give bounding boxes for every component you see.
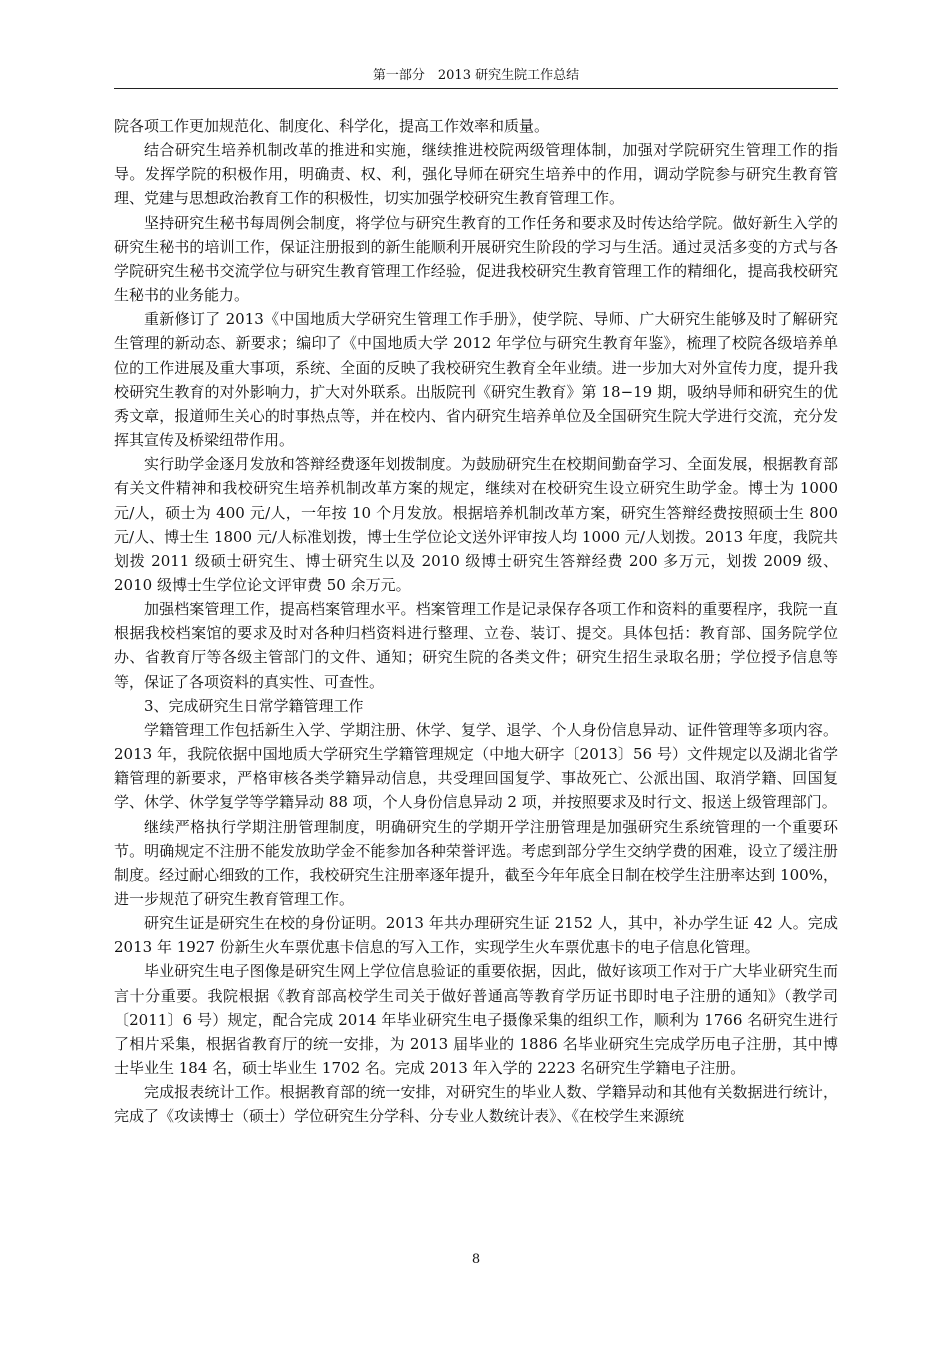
paragraph: 学籍管理工作包括新生入学、学期注册、休学、复学、退学、个人身份信息异动、证件管理等多项内容。2013 年，我院依据中国地质大学研究生学籍管理规定（中地大研字〔2013〕56 号）文件规定以及湖北省学籍管理的新要求，严格审核各类学籍异动信息，共受理回国复学、事故死亡、公派出国、取消学籍、回国复学、休学、休学复学等学籍异动 88 项，个人身份信息异动 2 项，并按照要求及时行文、报送上级管理部门。 xyxy=(114,720,838,812)
paragraph: 完成报表统计工作。根据教育部的统一安排，对研究生的毕业人数、学籍异动和其他有关数据进行统计，完成了《攻读博士（硕士）学位研究生分学科、分专业人数统计表》、《在校学生来源统 xyxy=(114,1083,838,1126)
running-header xyxy=(114,66,838,89)
paragraph: 重新修订了 2013《中国地质大学研究生管理工作手册》，使学院、导师、广大研究生能够及时了解研究生管理的新动态、新要求；编印了《中国地质大学 2012 年学位与研究生教育年鉴》，梳理了校院各级培养单位的工作进展及重大事项，系统、全面的反映了我校研究生教育全年业绩。进一步加大对外宣传力度，提升我校研究生教育的对外影响力，扩大对外联系。出版院刊《研究生教育》第 18−19 期，吸纳导师和研究生的优秀文章，报道师生关心的时事热点等，并在校内、省内研究生培养单位及全国研究生院大学进行交流，充分发挥其宣传及桥梁纽带作用。 xyxy=(114,310,838,450)
paragraph: 毕业研究生电子图像是研究生网上学位信息验证的重要依据，因此，做好该项工作对于广大毕业研究生而言十分重要。我院根据《教育部高校学生司关于做好普通高等教育学历证书即时电子注册的通知》（教学司〔2011〕6 号）规定，配合完成 2014 年毕业研究生电子摄像采集的组织工作，顺利为 1766 名研究生进行了相片采集，根据省教育厅的统一安排，为 2013 届毕业的 1886 名毕业研究生完成学历电子注册，其中博士毕业生 184 名，硕士毕业生 1702 名。完成 2013 年入学的 2223 名研究生学籍电子注册。 xyxy=(114,962,838,1078)
paragraph: 研究生证是研究生在校的身份证明。2013 年共办理研究生证 2152 人，其中，补办学生证 42 人。完成 2013 年 1927 份新生火车票优惠卡信息的写入工作，实现学生火车票优惠卡的电子信息化管理。 xyxy=(114,914,838,957)
page-number: 8 xyxy=(471,1252,481,1267)
paragraph: 院各项工作更加规范化、制度化、科学化，提高工作效率和质量。 xyxy=(114,117,550,135)
body-text xyxy=(114,114,838,1129)
paragraph: 结合研究生培养机制改革的推进和实施，继续推进校院两级管理体制，加强对学院研究生管理工作的指导。发挥学院的积极作用，明确责、权、利，强化导师在研究生培养中的作用，调动学院参与研究生教育管理、党建与思想政治教育工作的积极性，切实加强学校研究生教育管理工作。 xyxy=(114,141,838,208)
paragraph: 继续严格执行学期注册管理制度，明确研究生的学期开学注册管理是加强研究生系统管理的一个重要环节。明确规定不注册不能发放助学金不能参加各种荣誉评选。考虑到部分学生交纳学费的困难，设立了缓注册制度。经过耐心细致的工作，我校研究生注册率逐年提升，截至今年年底全日制在校学生注册率达到 100%，进一步规范了研究生教育管理工作。 xyxy=(114,817,838,908)
paragraph: 坚持研究生秘书每周例会制度，将学位与研究生教育的工作任务和要求及时传达给学院。做好新生入学的研究生秘书的培训工作，保证注册报到的新生能顺利开展研究生阶段的学习与生活。通过灵活多变的方式与各学院研究生秘书交流学位与研究生教育管理工作经验，促进我校研究生教育管理工作的精细化，提高我校研究生秘书的业务能力。 xyxy=(114,213,838,305)
paragraph: 加强档案管理工作，提高档案管理水平。档案管理工作是记录保存各项工作和资料的重要程序，我院一直根据我校档案馆的要求及时对各种归档资料进行整理、立卷、装订、提交。具体包括：教育部、国务院学位办、省教育厅等各级主管部门的文件、通知；研究生院的各类文件；研究生招生录取名册；学位授予信息等等，保证了各项资料的真实性、可查性。 xyxy=(114,600,838,691)
section-heading: 3、完成研究生日常学籍管理工作 xyxy=(144,696,364,715)
paragraph: 实行助学金逐月发放和答辩经费逐年划拨制度。为鼓励研究生在校期间勤奋学习、全面发展，根据教育部有关文件精神和我校研究生培养机制改革方案的规定，继续对在校研究生设立研究生助学金。博士为 1000 元/人，硕士为 400 元/人，一年按 10 个月发放。根据培养机制改革方案，研究生答辩经费按照硕士生 800 元/人、博士生 1800 元/人标准划拨，博士生学位论文送外评审按人均 1000 元/人划拨。2013 年度，我院共划拨 2011 级硕士研究生、博士研究生以及 2010 级博士研究生答辩经费 200 多万元，划拨 2009 级、2010 级博士生学位论文评审费 50 余万元。 xyxy=(114,455,838,594)
header-title: 第一部分 2013 研究生院工作总结 xyxy=(372,68,580,83)
